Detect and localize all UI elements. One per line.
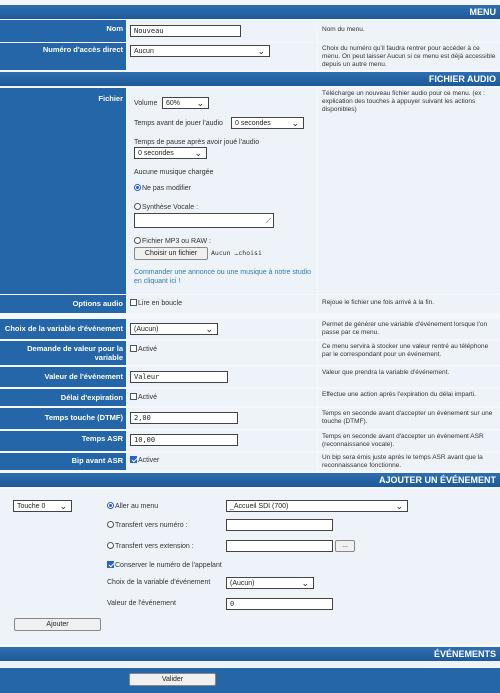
radio-transfer-ext[interactable] xyxy=(107,542,114,549)
goto-menu-select-value: _Accueil SDI (700) xyxy=(230,503,289,510)
key-select[interactable] xyxy=(13,500,72,512)
var-choice-select-value: (Aucun) xyxy=(230,580,255,587)
loop-label: Lire en boucle xyxy=(138,300,182,307)
fichier-help: Télécharge un nouveau fichier audio pour ce menu. (ex : explication des touches à appuyer suivant les actions disponibles) xyxy=(318,88,500,294)
no-file-text: Aucun …choisi xyxy=(211,249,262,257)
browse-button[interactable]: ... xyxy=(335,540,355,552)
event-value-label: Valeur de l'événement xyxy=(0,367,126,387)
before-select[interactable] xyxy=(231,117,304,129)
bip-checkbox[interactable] xyxy=(130,456,137,463)
transfer-ext-input[interactable] xyxy=(226,540,333,552)
section-header-menu: MENU xyxy=(0,5,500,19)
radio-tts[interactable] xyxy=(134,203,141,210)
volume-label: Volume xyxy=(134,100,158,107)
opt-mp3-label: Fichier MP3 ou RAW : xyxy=(142,238,211,245)
event-var-help: Permet de générer une variable d'événement lorsque l'on passe par ce menu. xyxy=(318,319,500,339)
footer-bar xyxy=(0,668,500,693)
keep-caller-checkbox[interactable] xyxy=(107,561,114,568)
chevron-down-icon: ⌄ xyxy=(205,324,213,334)
section-header-audio: FICHIER AUDIO xyxy=(0,72,500,86)
row-options xyxy=(0,295,500,313)
event-value-help: Valeur que prendra la variable d'événement. xyxy=(318,367,500,387)
row-dtmf xyxy=(0,408,500,429)
radio-keep[interactable] xyxy=(134,184,141,191)
row-nom xyxy=(0,20,500,42)
no-music-text: Aucune musique chargée xyxy=(134,169,214,176)
ask-value-checkbox[interactable] xyxy=(130,345,137,352)
options-label: Options audio xyxy=(0,295,126,313)
radio-transfer-number[interactable] xyxy=(107,521,114,528)
ask-value-checkbox-label: Activé xyxy=(138,346,158,353)
asr-input[interactable]: 10,00 xyxy=(130,434,238,446)
section-header-add-event: AJOUTER UN ÉVÉNEMENT xyxy=(0,473,500,487)
transfer-ext-label: Transfert vers extension : xyxy=(115,543,194,550)
event-var-label: Choix de la variable d'événement xyxy=(0,319,126,339)
event-value-input[interactable]: Valeur xyxy=(130,371,228,383)
row-asr xyxy=(0,431,500,451)
event-value-value-cell xyxy=(127,367,317,387)
chevron-down-icon: ⌄ xyxy=(196,98,204,108)
timeout-checkbox-label: Activé xyxy=(138,394,158,401)
radio-goto-menu[interactable] xyxy=(107,502,114,509)
loop-checkbox[interactable] xyxy=(130,299,137,306)
options-help: Rejoue le fichier une fois arrivé à la fin. xyxy=(318,295,500,313)
transfer-number-option[interactable] xyxy=(107,521,188,530)
transfer-number-label: Transfert vers numéro : xyxy=(115,522,188,529)
row-ask-value xyxy=(0,341,500,365)
row-event-value xyxy=(0,367,500,387)
radio-mp3[interactable] xyxy=(134,237,141,244)
order-studio-link[interactable]: Commander une annonce ou une musique à notre studio en cliquant ici ! xyxy=(134,269,312,285)
nom-label: Nom xyxy=(0,20,126,42)
var-choice-label: Choix de la variable d'événement xyxy=(107,579,211,586)
opt-keep-label: Ne pas modifier xyxy=(142,185,192,192)
acces-label: Numéro d'accès direct xyxy=(0,43,126,70)
loop-option[interactable] xyxy=(130,299,182,308)
add-event-value-input[interactable]: 0 xyxy=(226,598,333,610)
dtmf-help: Temps en seconde avant d'accepter un événement sur une touche (DTMF). xyxy=(318,408,500,429)
nom-help: Nom du menu. xyxy=(318,20,500,42)
bip-value-cell xyxy=(127,453,317,470)
asr-label: Temps ASR xyxy=(0,431,126,451)
opt-keep[interactable] xyxy=(134,184,191,193)
goto-menu-select[interactable] xyxy=(226,500,408,512)
add-event-panel xyxy=(0,489,500,644)
ask-value-help: Ce menu servira à stocker une valeur rentré au téléphone par le correspondant pour un événement. xyxy=(318,341,500,365)
dtmf-input[interactable]: 2,00 xyxy=(130,412,238,424)
opt-tts-label: Synthèse Vocale : xyxy=(142,204,199,211)
acces-select-value: Aucun xyxy=(134,48,154,55)
event-var-select[interactable] xyxy=(130,323,218,335)
acces-help: Choix du numéro qu'il faudra rentrer pour accéder à ce menu. On peut laisser Aucun si ce menu est déjà accessible depuis un autre menu. xyxy=(318,43,500,70)
row-event-var xyxy=(0,319,500,339)
chevron-down-icon: ⌄ xyxy=(395,501,403,511)
asr-value-cell xyxy=(127,431,317,451)
bip-option[interactable] xyxy=(130,456,159,465)
nom-input[interactable]: Nouveau xyxy=(130,25,241,37)
pause-label: Temps de pause après avoir joué l'audio xyxy=(134,139,260,146)
timeout-value-cell xyxy=(127,389,317,406)
timeout-checkbox[interactable] xyxy=(130,393,137,400)
var-choice-select[interactable] xyxy=(226,577,314,589)
dtmf-label: Temps touche (DTMF) xyxy=(0,408,126,429)
key-select-value: Touche 0 xyxy=(17,503,46,510)
ask-value-label: Demande de valeur pour la variable xyxy=(0,341,126,365)
bip-label: Bip avant ASR xyxy=(0,453,126,470)
timeout-label: Délai d'expiration xyxy=(0,389,126,406)
keep-caller-option[interactable] xyxy=(107,561,222,570)
row-timeout xyxy=(0,389,500,406)
nom-value-cell xyxy=(127,20,317,42)
goto-menu-label: Aller au menu xyxy=(115,503,159,510)
validate-button[interactable]: Valider xyxy=(129,673,216,686)
dtmf-value-cell xyxy=(127,408,317,429)
row-bip xyxy=(0,453,500,470)
section-header-events: ÉVÉNEMENTS xyxy=(0,647,500,661)
chevron-down-icon: ⌄ xyxy=(257,46,265,56)
chevron-down-icon: ⌄ xyxy=(291,118,299,128)
timeout-option[interactable] xyxy=(130,393,157,402)
asr-help: Temps en seconde avant d'accepter un événement ASR (reconnaissance vocale). xyxy=(318,431,500,451)
volume-select-value: 60% xyxy=(166,100,181,107)
goto-menu-option[interactable] xyxy=(107,502,158,511)
opt-mp3[interactable] xyxy=(134,237,211,246)
event-var-select-value: (Aucun) xyxy=(134,326,159,333)
chevron-down-icon: ⌄ xyxy=(59,501,67,511)
options-value-cell xyxy=(127,295,317,313)
ask-value-value-cell xyxy=(127,341,317,365)
pause-select-value: 0 secondes xyxy=(138,150,174,157)
keep-caller-label: Conserver le numéro de l'appelant xyxy=(115,562,222,569)
timeout-help: Effectue une action après l'expiration du délai imparti. xyxy=(318,389,500,406)
choose-file-button[interactable]: Choisir un fichier xyxy=(134,247,208,260)
add-event-value-label: Valeur de l'événement xyxy=(107,600,176,607)
tts-textarea[interactable] xyxy=(134,213,274,228)
resize-handle-icon[interactable]: ⟋ xyxy=(266,217,271,225)
pause-select[interactable] xyxy=(134,147,207,159)
chevron-down-icon: ⌄ xyxy=(194,148,202,158)
acces-value-cell xyxy=(127,43,317,70)
acces-select[interactable] xyxy=(130,45,270,57)
opt-tts[interactable] xyxy=(134,203,198,212)
volume-select[interactable] xyxy=(162,97,209,109)
add-button[interactable]: Ajouter xyxy=(14,618,101,631)
event-var-value-cell xyxy=(127,319,317,339)
bip-help: Un bip sera émis juste après le temps ASR avant que la reconnaissance fonctionne. xyxy=(318,453,500,470)
transfer-ext-option[interactable] xyxy=(107,542,194,551)
fichier-label: Fichier xyxy=(0,88,126,294)
row-acces xyxy=(0,43,500,70)
transfer-number-input[interactable] xyxy=(226,519,333,531)
chevron-down-icon: ⌄ xyxy=(301,578,309,588)
row-fichier xyxy=(0,88,500,294)
before-label: Temps avant de jouer l'audio xyxy=(134,120,223,127)
ask-value-option[interactable] xyxy=(130,345,157,354)
before-select-value: 0 secondes xyxy=(235,120,271,127)
events-list xyxy=(0,661,500,667)
bip-checkbox-label: Activer xyxy=(138,457,160,464)
fichier-value-cell xyxy=(127,88,317,294)
